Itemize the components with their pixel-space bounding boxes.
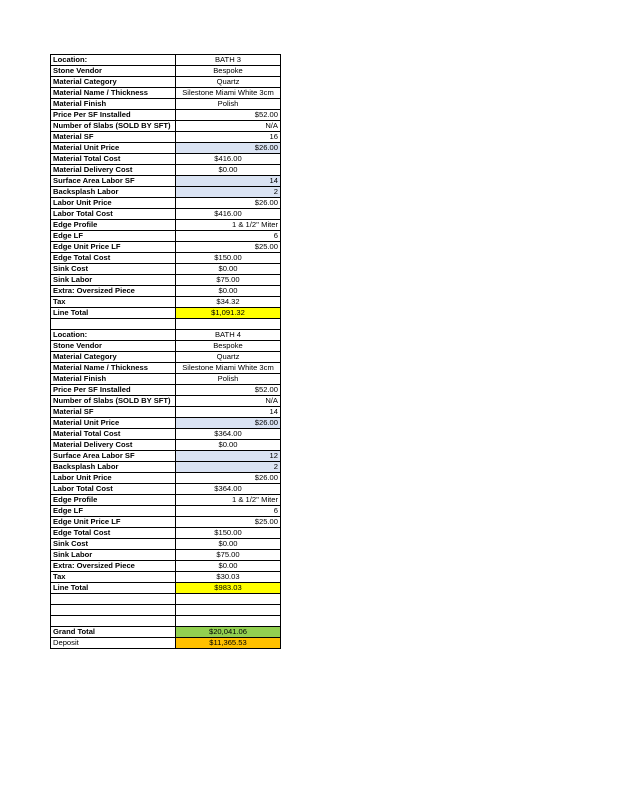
- table-row: [51, 352, 281, 363]
- spacer-cell[interactable]: [176, 319, 281, 330]
- row-value[interactable]: $0.00: [176, 561, 281, 572]
- row-label[interactable]: Material Delivery Cost: [51, 165, 176, 176]
- row-value[interactable]: Silestone Miami White 3cm: [176, 88, 281, 99]
- row-value[interactable]: $75.00: [176, 275, 281, 286]
- table-row: [51, 583, 281, 594]
- table-row: [51, 264, 281, 275]
- row-label[interactable]: Material Total Cost: [51, 154, 176, 165]
- row-label[interactable]: Material Category: [51, 352, 176, 363]
- spacer-cell[interactable]: [176, 605, 281, 616]
- row-label[interactable]: Line Total: [51, 308, 176, 319]
- row-value[interactable]: $25.00: [176, 242, 281, 253]
- row-label[interactable]: Stone Vendor: [51, 341, 176, 352]
- row-value[interactable]: 1 & 1/2'' Miter: [176, 495, 281, 506]
- table-row: [51, 407, 281, 418]
- row-value[interactable]: $0.00: [176, 165, 281, 176]
- row-value[interactable]: 6: [176, 231, 281, 242]
- table-row: [51, 121, 281, 132]
- row-value[interactable]: Bespoke: [176, 341, 281, 352]
- row-value[interactable]: 2: [176, 462, 281, 473]
- row-label[interactable]: Material Unit Price: [51, 418, 176, 429]
- table-row: [51, 539, 281, 550]
- row-label[interactable]: Surface Area Labor SF: [51, 176, 176, 187]
- table-row: [51, 99, 281, 110]
- row-value[interactable]: $416.00: [176, 209, 281, 220]
- row-value[interactable]: 2: [176, 187, 281, 198]
- row-value[interactable]: $150.00: [176, 253, 281, 264]
- row-value[interactable]: Quartz: [176, 77, 281, 88]
- table-row: [51, 308, 281, 319]
- row-value[interactable]: BATH 3: [176, 55, 281, 66]
- spacer-cell[interactable]: [51, 605, 176, 616]
- row-label[interactable]: Stone Vendor: [51, 66, 176, 77]
- row-value[interactable]: $364.00: [176, 484, 281, 495]
- row-label[interactable]: Number of Slabs (SOLD BY SFT): [51, 396, 176, 407]
- spacer-cell[interactable]: [176, 594, 281, 605]
- row-label[interactable]: Edge LF: [51, 506, 176, 517]
- estimate-table-body: [51, 55, 281, 649]
- row-value[interactable]: Quartz: [176, 352, 281, 363]
- table-row: [51, 451, 281, 462]
- table-row: [51, 88, 281, 99]
- row-value[interactable]: BATH 4: [176, 330, 281, 341]
- table-row: [51, 396, 281, 407]
- row-label[interactable]: Number of Slabs (SOLD BY SFT): [51, 121, 176, 132]
- row-label[interactable]: Price Per SF Installed: [51, 110, 176, 121]
- table-row: [51, 418, 281, 429]
- spacer-cell[interactable]: [51, 594, 176, 605]
- table-row: [51, 440, 281, 451]
- row-label[interactable]: Material Delivery Cost: [51, 440, 176, 451]
- row-label[interactable]: Extra: Oversized Piece: [51, 561, 176, 572]
- row-value[interactable]: N/A: [176, 121, 281, 132]
- row-value[interactable]: $26.00: [176, 143, 281, 154]
- table-row: [51, 550, 281, 561]
- row-label[interactable]: Material Name / Thickness: [51, 363, 176, 374]
- row-label[interactable]: Sink Labor: [51, 550, 176, 561]
- table-row: [51, 429, 281, 440]
- row-label[interactable]: Material SF: [51, 132, 176, 143]
- spacer-row: [51, 319, 281, 330]
- spacer-row: [51, 616, 281, 627]
- row-label[interactable]: Location:: [51, 55, 176, 66]
- row-label[interactable]: Price Per SF Installed: [51, 385, 176, 396]
- row-label[interactable]: Edge Profile: [51, 220, 176, 231]
- row-value[interactable]: 14: [176, 176, 281, 187]
- deposit-value[interactable]: $11,365.53: [176, 638, 281, 649]
- table-row: [51, 374, 281, 385]
- row-value[interactable]: 12: [176, 451, 281, 462]
- estimate-table: [50, 54, 281, 649]
- row-value[interactable]: 14: [176, 407, 281, 418]
- table-row: [51, 506, 281, 517]
- row-label[interactable]: Material Finish: [51, 374, 176, 385]
- table-row: [51, 55, 281, 66]
- table-row: [51, 220, 281, 231]
- table-row: [51, 330, 281, 341]
- row-label[interactable]: Surface Area Labor SF: [51, 451, 176, 462]
- table-row: [51, 66, 281, 77]
- table-row: [51, 154, 281, 165]
- row-label[interactable]: Edge Total Cost: [51, 253, 176, 264]
- grand-total-label[interactable]: Grand Total: [51, 627, 176, 638]
- row-value[interactable]: $0.00: [176, 264, 281, 275]
- deposit-label[interactable]: Deposit: [51, 638, 176, 649]
- row-label[interactable]: Backsplash Labor: [51, 187, 176, 198]
- row-label[interactable]: Edge Unit Price LF: [51, 517, 176, 528]
- table-row: [51, 110, 281, 121]
- grand-total-row: [51, 627, 281, 638]
- row-value[interactable]: 1 & 1/2'' Miter: [176, 220, 281, 231]
- row-label[interactable]: Extra: Oversized Piece: [51, 286, 176, 297]
- row-label[interactable]: Edge LF: [51, 231, 176, 242]
- row-value[interactable]: $26.00: [176, 198, 281, 209]
- row-label[interactable]: Material Name / Thickness: [51, 88, 176, 99]
- table-row: [51, 209, 281, 220]
- row-label[interactable]: Sink Cost: [51, 539, 176, 550]
- row-value[interactable]: $75.00: [176, 550, 281, 561]
- table-row: [51, 231, 281, 242]
- row-label[interactable]: Line Total: [51, 583, 176, 594]
- row-label[interactable]: Labor Unit Price: [51, 473, 176, 484]
- table-row: [51, 462, 281, 473]
- row-value[interactable]: $364.00: [176, 429, 281, 440]
- row-label[interactable]: Tax: [51, 297, 176, 308]
- row-value[interactable]: Polish: [176, 99, 281, 110]
- row-label[interactable]: Sink Labor: [51, 275, 176, 286]
- row-value[interactable]: $25.00: [176, 517, 281, 528]
- row-value[interactable]: $26.00: [176, 473, 281, 484]
- table-row: [51, 517, 281, 528]
- row-value[interactable]: Silestone Miami White 3cm: [176, 363, 281, 374]
- row-value[interactable]: $30.03: [176, 572, 281, 583]
- spacer-cell[interactable]: [51, 616, 176, 627]
- table-row: [51, 242, 281, 253]
- row-label[interactable]: Backsplash Labor: [51, 462, 176, 473]
- row-label[interactable]: Location:: [51, 330, 176, 341]
- table-row: [51, 253, 281, 264]
- row-value[interactable]: $52.00: [176, 110, 281, 121]
- table-row: [51, 198, 281, 209]
- row-value[interactable]: Bespoke: [176, 66, 281, 77]
- row-label[interactable]: Sink Cost: [51, 264, 176, 275]
- table-row: [51, 187, 281, 198]
- row-value[interactable]: $416.00: [176, 154, 281, 165]
- row-value[interactable]: $0.00: [176, 440, 281, 451]
- table-row: [51, 286, 281, 297]
- row-label[interactable]: Labor Total Cost: [51, 209, 176, 220]
- deposit-row: [51, 638, 281, 649]
- row-value[interactable]: $150.00: [176, 528, 281, 539]
- row-value[interactable]: $1,091.32: [176, 308, 281, 319]
- row-label[interactable]: Material Finish: [51, 99, 176, 110]
- table-row: [51, 385, 281, 396]
- row-label[interactable]: Labor Total Cost: [51, 484, 176, 495]
- spacer-cell[interactable]: [176, 616, 281, 627]
- row-value[interactable]: N/A: [176, 396, 281, 407]
- grand-total-value[interactable]: $20,041.06: [176, 627, 281, 638]
- table-row: [51, 561, 281, 572]
- table-row: [51, 528, 281, 539]
- spacer-cell[interactable]: [51, 319, 176, 330]
- table-row: [51, 572, 281, 583]
- table-row: [51, 77, 281, 88]
- row-label[interactable]: Material Category: [51, 77, 176, 88]
- table-row: [51, 132, 281, 143]
- row-label[interactable]: Edge Profile: [51, 495, 176, 506]
- table-row: [51, 495, 281, 506]
- table-row: [51, 275, 281, 286]
- row-value[interactable]: $0.00: [176, 286, 281, 297]
- table-row: [51, 297, 281, 308]
- table-row: [51, 473, 281, 484]
- row-label[interactable]: Material Total Cost: [51, 429, 176, 440]
- row-value[interactable]: $26.00: [176, 418, 281, 429]
- row-label[interactable]: Labor Unit Price: [51, 198, 176, 209]
- spacer-row: [51, 605, 281, 616]
- table-row: [51, 176, 281, 187]
- row-value[interactable]: Polish: [176, 374, 281, 385]
- row-label[interactable]: Material SF: [51, 407, 176, 418]
- row-label[interactable]: Edge Unit Price LF: [51, 242, 176, 253]
- table-row: [51, 363, 281, 374]
- row-value[interactable]: $983.03: [176, 583, 281, 594]
- row-value[interactable]: 16: [176, 132, 281, 143]
- table-row: [51, 484, 281, 495]
- table-row: [51, 341, 281, 352]
- row-label[interactable]: Material Unit Price: [51, 143, 176, 154]
- spacer-row: [51, 594, 281, 605]
- row-value[interactable]: 6: [176, 506, 281, 517]
- row-value[interactable]: $0.00: [176, 539, 281, 550]
- row-label[interactable]: Edge Total Cost: [51, 528, 176, 539]
- table-row: [51, 165, 281, 176]
- row-value[interactable]: $34.32: [176, 297, 281, 308]
- row-value[interactable]: $52.00: [176, 385, 281, 396]
- table-row: [51, 143, 281, 154]
- row-label[interactable]: Tax: [51, 572, 176, 583]
